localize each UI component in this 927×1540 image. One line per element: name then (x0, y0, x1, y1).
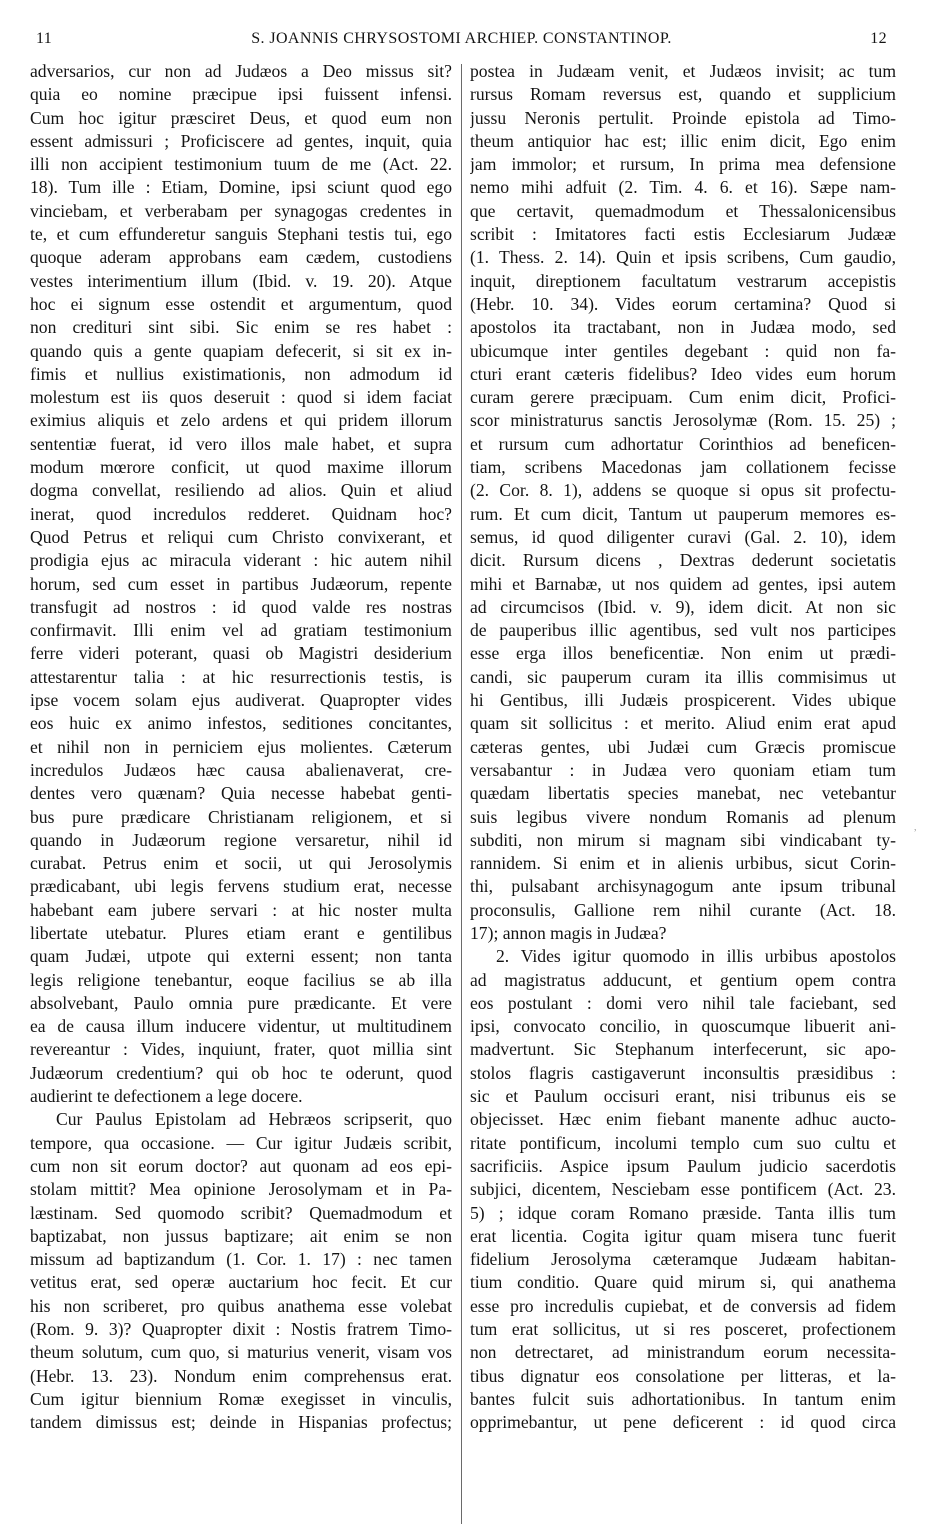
text-line: Cum igitur biennium Romæ exegisset in vinculis, (30, 1388, 452, 1409)
text-line: ad circumcisos (Ibid. v. 9), idem dicit. At non sic (470, 596, 896, 617)
text-line: mihi et Barnabæ, ut nos quidem ad gentes, ipsi autem (470, 573, 896, 594)
text-line: fidelium Jerosolyma cæteramque Judæam habitan- (470, 1249, 896, 1270)
text-line: confirmavit. Illi enim vel ad gratiam testimonium (30, 620, 452, 641)
text-line: Cum hoc igitur præsciret Deus, et quod eum non (30, 107, 452, 128)
text-line: quando quis a gente quapiam defecerit, si sit ex in- (30, 340, 452, 361)
text-line: quando in Judæorum regione versaretur, nihil id (30, 829, 452, 850)
text-line: Quod Petrus et reliqui cum Christo convixerant, et (30, 526, 452, 547)
text-line: versabantur : in Judæa vero quoniam etiam tum (470, 759, 896, 780)
text-line: stolos flagris castigaverunt inconsultis præsidibus : (470, 1062, 896, 1083)
text-line: quia eo nomine præcipue ipsi fuissent infensi. (30, 84, 452, 105)
text-line: quam sit sollicitus : et merito. Aliud enim erat apud (470, 713, 896, 734)
text-line: audierint te defectionem a lege docere. (30, 1086, 303, 1107)
text-line: apostolos ita tractabant, non in Judæa modo, sed (470, 317, 896, 338)
text-line: prædicabant, ubi legis fervens studium erat, necesse (30, 876, 452, 897)
text-line: cturi erant cæteris fidelibus? Ideo vides eum horum (470, 363, 896, 384)
text-line: ritate pontificum, incolumi templo cum suo cultu et (470, 1132, 896, 1153)
text-line: candi, sic pauperum curam ita illis commisimus ut (470, 666, 896, 687)
text-line: hi Gentibus, illi Judæis prospicerent. Vides ubique (470, 690, 896, 711)
text-line: que certavit, quemadmodum et Thessalonicensibus (470, 200, 896, 221)
text-line: subditi, non mirum si magnam sibi vindicabant ty- (470, 829, 896, 850)
text-line: (Hebr. 13. 23). Nondum enim comprehensus erat. (30, 1365, 452, 1386)
text-line: et nihil non in perniciem ejus molientes. Cæterum (30, 736, 452, 757)
text-line: dogma convellat, resiliendo ad alios. Quin et aliud (30, 480, 452, 501)
text-line: non detrectaret, ad ministrandum eorum necessita- (470, 1342, 896, 1363)
text-line: bantes fulcit suis adhortationibus. In tantum enim (470, 1388, 896, 1409)
text-line: ipsi, convocato concilio, in quoscumque libuerit ani- (470, 1016, 896, 1037)
text-line: fimis et nullius existimationis, non admodum id (30, 363, 452, 384)
text-line: stolam mittit? Mea opinione Jerosolymam et in Pa- (30, 1179, 452, 1200)
text-line: subjici, dicentem, Nesciebam esse pontificem (Act. 23. (470, 1179, 896, 1200)
left-text-column (30, 60, 452, 1435)
running-header (36, 30, 887, 56)
text-line: esse pro incredulis cupiebat, et de conversis ad fidem (470, 1295, 896, 1316)
page-number-left: 11 (36, 30, 53, 47)
text-line: 2. Vides igitur quomodo in illis urbibus apostolos (496, 946, 896, 967)
text-line: postea in Judæam venit, et Judæos invisit; ac tum (470, 61, 896, 81)
column-divider (461, 64, 462, 1524)
text-line: inquit, direptionem facultatum vestrarum accepistis (470, 270, 896, 291)
right-text-column (470, 60, 896, 1435)
text-line: 5) ; idque coram Romano præside. Tanta illis tum (470, 1202, 896, 1223)
text-line: proconsulis, Gallione rem nihil curante (Act. 18. (470, 899, 896, 920)
text-line: scor ministraturus sanctis Jerosolymæ (Rom. 15. 25) ; (470, 410, 896, 431)
text-line: madvertunt. Sic Stephanum interfecerunt, sic apo- (470, 1039, 896, 1060)
text-line: ferre videri poterant, quasi ob Magistri desiderium (30, 643, 452, 664)
text-line: (1. Thess. 2. 14). Quin et ipsis scribens, Cum gaudio, (470, 247, 896, 268)
text-line: incredulos Judæos hæc causa abalienaverat, cre- (30, 759, 452, 780)
text-line: quoque aderam approbans eam cædem, custodiens (30, 247, 452, 268)
text-line: illi non accipient testimonium tuum de me (Act. 22. (30, 154, 452, 175)
text-line: et rursum cum adhortatur Corinthios ad beneficen- (470, 433, 896, 454)
text-line: jussu Neronis pertulit. Proinde epistola ad Timo- (470, 107, 896, 128)
text-line: bus pure prædicare Christianam religionem, et si (30, 806, 452, 827)
text-line: vestes interimentium illum (Ibid. v. 19. 20). Atque (30, 270, 452, 291)
text-line: tium conditio. Quare quid mirum si, qui anathema (470, 1272, 896, 1293)
text-line: scribit : Imitatores facti estis Ecclesiarum Judææ (470, 224, 896, 245)
text-line: objecisset. Hæc enim fiebant manente adhuc aucto- (470, 1109, 896, 1130)
text-line: (2. Cor. 8. 1), addens se quoque si opus sit profectu- (470, 480, 896, 501)
text-line: tempore, qua occasione. — Cur igitur Judæis scribit, (30, 1132, 452, 1153)
text-line: revereantur : Vides, inquiunt, frater, quot millia sint (30, 1039, 452, 1060)
text-line: (Rom. 9. 3)? Quapropter dixit : Nostis fratrem Timo- (30, 1319, 452, 1340)
text-line: erat licentia. Cogita igitur quam misera tunc fuerit (470, 1225, 896, 1246)
text-line: eximius aliquis et zelo ardens et qui pridem illorum (30, 410, 452, 431)
text-line: dentes vero quænam? Quia necesse habebat genti- (30, 783, 452, 804)
text-line: attestarentur talia : at hic resurrectionis testis, is (30, 666, 452, 687)
text-line: tandem dimissus est; deinde in Hispanias profectus; (30, 1412, 452, 1433)
text-line: adversarios, cur non ad Judæos a Deo missus sit? (30, 61, 452, 81)
text-line: 18). Tum ille : Etiam, Domine, ipsi sciunt quod ego (30, 177, 452, 198)
text-line: curam gerere præcipuam. Cum enim dicit, Profici- (470, 387, 896, 408)
text-line: læstinam. Sed quomodo scribit? Quemadmodum et (30, 1202, 452, 1223)
text-line: sacrificiis. Aspice ipsum Paulum judicio sacerdotis (470, 1155, 896, 1176)
text-line: quam Judæi, utpote qui externi essent; non tanta (30, 946, 452, 967)
text-line: his non scriberet, pro quibus anathema esse volebat (30, 1295, 452, 1316)
text-line: tiam, scribens Macedonas jam collationem fecisse (470, 457, 896, 478)
text-line: esse erga illos beneficentiæ. Non enim ut prædi- (470, 643, 896, 664)
text-line: sic et Paulum occisuri erant, nisi tribunus eis se (470, 1086, 896, 1107)
text-line: dicit. Rursum dicens , Dextras dederunt societatis (470, 550, 896, 571)
text-line: quædam libertatis species manebat, nec vetebantur (470, 783, 896, 804)
text-line: vinciebam, et verberabam per synagogas credentes in (30, 200, 452, 221)
text-line: suis legibus vivere nondum Romanis ad plenum (470, 806, 896, 827)
margin-mark: , (914, 822, 917, 833)
text-line: modum mœrore conficit, ut quod maxime illorum (30, 457, 452, 478)
text-line: vetitus erat, sed operæ auctarium hoc fecit. Et cur (30, 1272, 452, 1293)
text-line: jam immolor; et rursum, In prima mea defensione (470, 154, 896, 175)
text-line: rum. Et cum dicit, Tantum ut pauperum memores es- (470, 503, 896, 524)
text-line: non credituri sint sibi. Sic enim se res habet : (30, 317, 452, 338)
text-line: legis religione tenebantur, eoque facilius se ab illa (30, 969, 452, 990)
text-line: cæteras gentes, ubi Judæi cum Græcis promiscue (470, 736, 896, 757)
text-line: semus, id quod diligenter curavi (Gal. 2. 10), idem (470, 526, 896, 547)
text-line: eos huic ex animo infestos, seditiones concitantes, (30, 713, 452, 734)
text-line: transfugit ad nostros : id quod valde res nostras (30, 596, 452, 617)
text-line: theum antiquior hac est; illic enim dicit, Ego enim (470, 130, 896, 151)
text-line: ea de causa illum inducere videntur, ut multitudinem (30, 1016, 452, 1037)
text-line: te, et cum effunderetur sanguis Stephani testis tui, ego (30, 224, 452, 245)
text-line: horum, sed cum esset in partibus Judæorum, repente (30, 573, 452, 594)
text-line: inerat, quod incredulos redderet. Quidnam hoc? (30, 503, 452, 524)
text-line: Cur Paulus Epistolam ad Hebræos scripserit, quo (56, 1109, 452, 1130)
text-line: baptizabat, non jussus baptizare; ait enim se non (30, 1225, 452, 1246)
text-line: 17); annon magis in Judæa? (470, 922, 667, 943)
text-line: missum ad baptizandum (1. Cor. 1. 17) : nec tamen (30, 1249, 452, 1270)
text-line: rursus Romam reversus est, quando et supplicium (470, 84, 896, 105)
text-line: prodigia ejus ac miracula viderant : hic autem nihil (30, 550, 452, 571)
text-line: rannidem. Si enim et in alienis urbibus, sicut Corin- (470, 853, 896, 874)
text-line: tum erat sollicitus, ut si res posceret, profectionem (470, 1319, 896, 1340)
text-line: Judæorum credentium? qui ob hoc te oderunt, quod (30, 1062, 452, 1083)
text-line: eos postulant : domi vero nihil tale faciebant, sed (470, 992, 896, 1013)
text-line: thi, pulsabant archisynagogum ante ipsum tribunal (470, 876, 896, 897)
text-line: molestum est iis quos deseruit : quod si idem faciat (30, 387, 452, 408)
text-line: theum solutum, cum quo, si maturius venerit, visam vos (30, 1342, 452, 1363)
text-line: (Hebr. 10. 34). Vides eorum certamina? Quod si (470, 293, 896, 314)
text-line: habebant eam jubere servari : at hic noster multa (30, 899, 452, 920)
text-line: ubicumque inter gentiles degebant : quid non fa- (470, 340, 896, 361)
text-line: tibus dignatur eos consolatione per litteras, et la- (470, 1365, 896, 1386)
text-line: ad magistratus adducunt, et gentium opem contra (470, 969, 896, 990)
text-line: absolvebant, Paulo omnia pure prædicante. Et vere (30, 992, 452, 1013)
running-title: S. JOANNIS CHRYSOSTOMI ARCHIEP. CONSTANTINOP. (251, 30, 672, 47)
text-line: curabat. Petrus enim et socii, ut qui Jerosolymis (30, 853, 452, 874)
text-line: sententiæ fuerat, id vero illos male habet, et supra (30, 433, 452, 454)
text-line: de pauperibus illic agentibus, sed vult nos participes (470, 620, 896, 641)
text-line: cum non sit eorum doctor? aut quonam ad eos epi- (30, 1155, 452, 1176)
text-line: hoc ei signum esse ostendit et argumentum, quod (30, 293, 452, 314)
text-line: nemo mihi adfuit (2. Tim. 4. 6. et 16). Sæpe nam- (470, 177, 896, 198)
text-line: libertate utebatur. Plures etiam erant e gentilibus (30, 922, 452, 943)
text-line: ipse vocem solam ejus audiverat. Quapropter vides (30, 690, 452, 711)
text-line: essent admissuri ; Proficiscere ad gentes, inquit, quia (30, 130, 452, 151)
page-number-right: 12 (870, 30, 887, 47)
text-line: opprimebantur, ut pene deficerent : id quod circa (470, 1412, 896, 1433)
